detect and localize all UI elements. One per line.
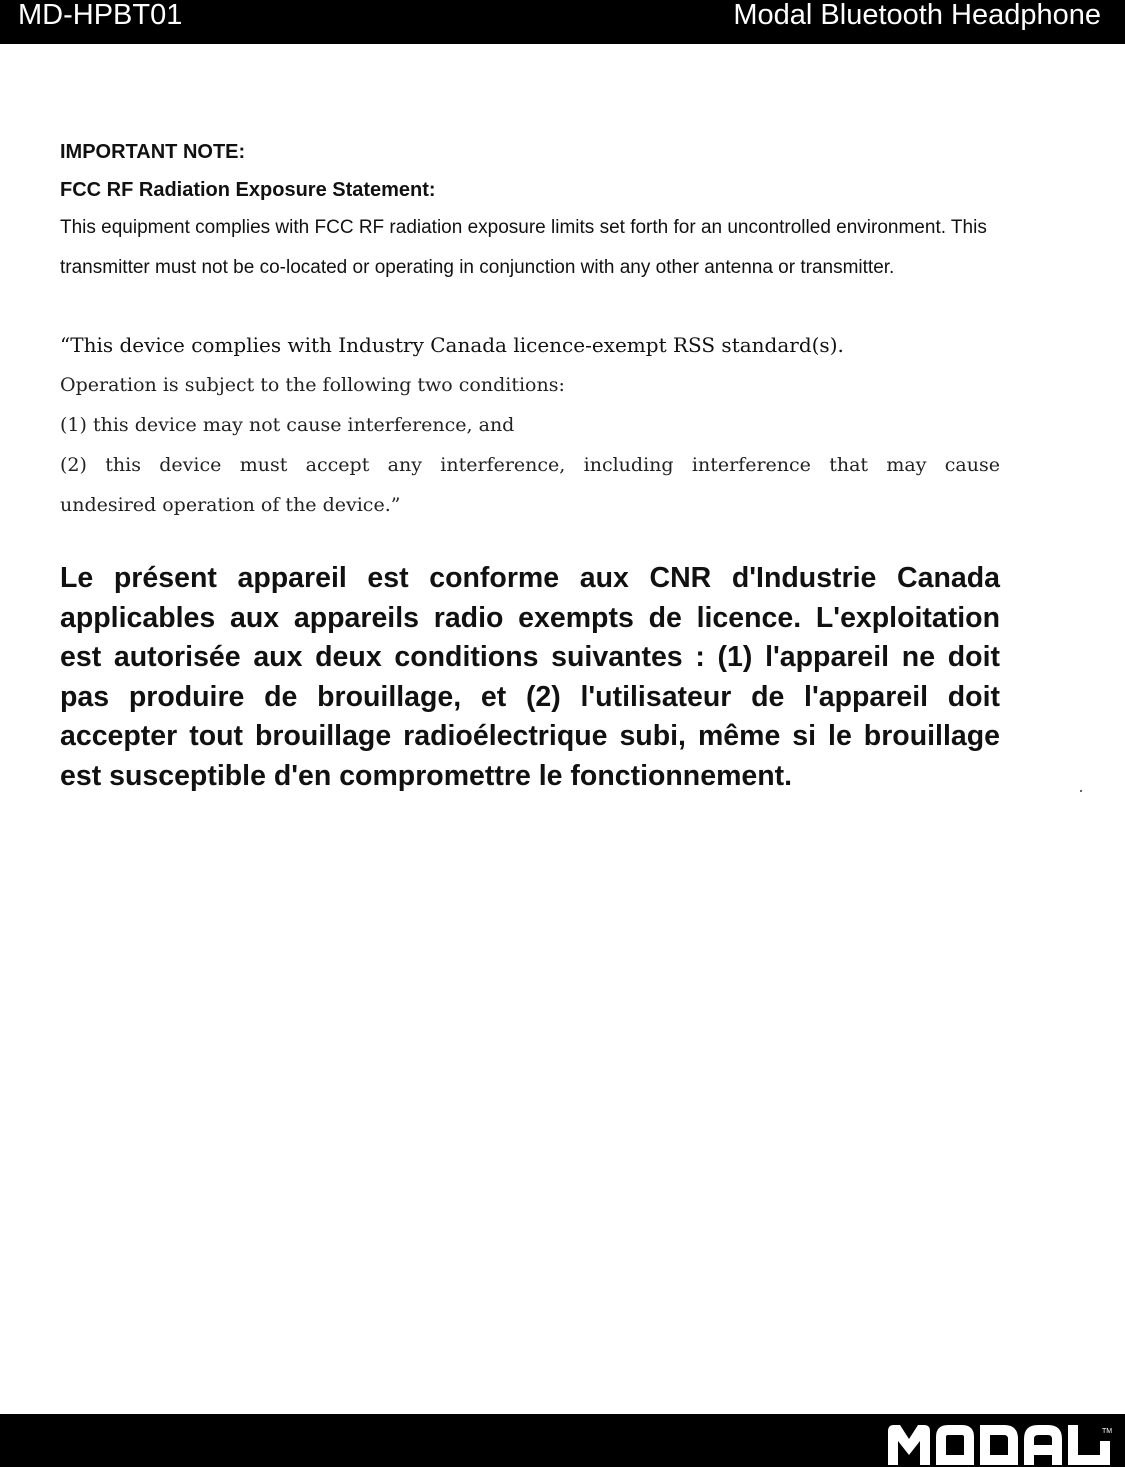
trademark-symbol: TM — [1102, 1428, 1113, 1435]
ic-statement-line: undesired operation of the device.” — [60, 494, 401, 516]
stray-mark — [1080, 790, 1082, 792]
ic-statement-line: (2) this device must accept any interference, including interference that may cause — [60, 454, 1000, 476]
header-bar — [0, 0, 1125, 44]
industry-canada-statement — [60, 325, 1000, 525]
modal-logo — [888, 1425, 1118, 1465]
document-content — [60, 140, 1000, 796]
product-name: Modal Bluetooth Headphone — [733, 0, 1101, 31]
ic-statement-line: Operation is subject to the following two conditions: — [60, 374, 565, 396]
ic-statement-line: (1) this device may not cause interference, and — [60, 414, 515, 436]
model-number: MD-HPBT01 — [18, 0, 183, 31]
fcc-statement-body: This equipment complies with FCC RF radiation exposure limits set forth for an uncontrolled environment. This transmitter must not be co-located or operating in conjunction with any other antenna or transmitter. — [60, 217, 987, 278]
french-ic-statement: Le présent appareil est conforme aux CNR d'Industrie Canada applicables aux appareils radio exempts de licence. L'exploitation est autorisée aux deux conditions suivantes : (1) l'appareil ne doit pas produire de brouillage, et (2) l'utilisateur de l'appareil doit accepter tout brouillage radioélectrique subi, même si le brouillage est susceptible d'en compromettre le fonctionnement. — [60, 562, 1000, 792]
important-note-heading: IMPORTANT NOTE: — [60, 141, 246, 163]
fcc-statement-heading: FCC RF Radiation Exposure Statement: — [60, 179, 436, 201]
ic-statement-line: “This device complies with Industry Canada licence-exempt RSS standard(s). — [60, 333, 844, 357]
